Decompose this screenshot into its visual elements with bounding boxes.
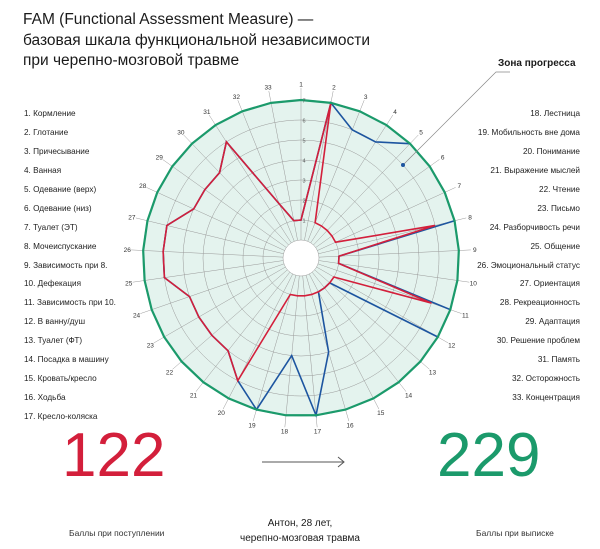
axis-label: 8 [468, 214, 472, 222]
axis-label: 14 [404, 392, 413, 400]
progress-zone-label: Зона прогресса [498, 58, 576, 69]
scale-tick: 5 [302, 138, 306, 145]
axis-label: 18 [280, 428, 289, 436]
title-line-3: при черепно-мозговой травме [23, 52, 240, 69]
legend-item: 27. Ориентация [519, 279, 580, 289]
patient-info [200, 516, 400, 546]
axis-label: 25 [125, 280, 133, 288]
legend-item: 18. Лестница [530, 109, 580, 118]
legend-item: 6. Одевание (низ) [24, 203, 92, 213]
score-before: 122 [62, 421, 166, 490]
arrow-right-icon [262, 455, 348, 469]
axis-label: 30 [177, 129, 185, 137]
patient-line-1: Антон, 28 лет, [267, 518, 333, 529]
legend-item: 1. Кормление [24, 109, 76, 118]
legend-item: 17. Кресло-коляска [24, 412, 98, 421]
zone-callout-line [403, 72, 510, 165]
legend-item: 29. Адаптация [525, 317, 580, 327]
legend-item: 15. Кровать/кресло [24, 374, 97, 384]
axis-label: 22 [165, 369, 174, 377]
axis-label: 12 [448, 342, 456, 350]
axis-label: 1 [299, 81, 303, 89]
axis-label: 11 [462, 312, 469, 320]
axis-label: 17 [313, 428, 322, 436]
axis-label: 9 [472, 247, 477, 255]
axis-label: 2 [332, 84, 336, 92]
legend-item: 26. Эмоциональный статус [477, 260, 580, 270]
scale-tick: 4 [302, 158, 306, 165]
legend-item: 22. Чтение [539, 184, 580, 194]
axis-label: 3 [363, 93, 368, 101]
legend-item: 16. Ходьба [24, 393, 66, 403]
axis-label: 27 [128, 214, 136, 222]
axis-label: 7 [457, 183, 462, 191]
axis-label: 10 [469, 280, 477, 288]
legend-item: 3. Причесывание [24, 146, 90, 156]
legend-item: 33. Концентрация [512, 393, 580, 403]
legend-item: 9. Зависимость при 8. [24, 260, 108, 270]
axis-label: 23 [146, 342, 154, 350]
axis-label: 31 [203, 109, 211, 117]
legend-item: 10. Дефекация [24, 279, 82, 289]
legend-item: 4. Ванная [24, 165, 62, 175]
axis-label: 28 [139, 183, 147, 191]
legend-item: 25. Общение [530, 241, 580, 251]
legend-item: 19. Мобильность вне дома [477, 127, 580, 137]
legend-item: 13. Туалет (ФТ) [24, 336, 83, 346]
legend-item: 12. В ванну/душ [24, 317, 86, 327]
axis-label: 26 [123, 247, 131, 255]
score-after-caption: Баллы при выписке [476, 528, 554, 538]
scale-tick: 6 [302, 118, 306, 125]
legend-item: 5. Одевание (верх) [24, 184, 97, 194]
legend-item: 30. Решение проблем [496, 336, 580, 346]
axis-label: 29 [155, 154, 163, 162]
legend-item: 24. Разборчивость речи [489, 222, 580, 232]
axis-label: 5 [419, 129, 423, 137]
title-line-1: FAM (Functional Assessment Measure) — [23, 11, 314, 28]
legend-item: 31. Память [537, 355, 580, 365]
patient-line-2: черепно-мозговая травма [240, 533, 360, 544]
axis-label: 33 [264, 84, 272, 92]
scale-tick: 1 [302, 218, 306, 225]
axis-label: 20 [217, 410, 225, 418]
axis-label: 19 [248, 422, 256, 430]
legend-item: 8. Мочеиспускание [24, 241, 97, 251]
legend-item: 28. Рекреационность [499, 298, 580, 308]
axis-label: 32 [232, 93, 240, 101]
axis-label: 6 [440, 154, 445, 162]
scale-tick: 7 [302, 98, 306, 105]
legend-item: 14. Посадка в машину [24, 355, 109, 365]
axis-label: 16 [346, 422, 354, 430]
axis-label: 21 [189, 392, 198, 400]
score-after: 229 [437, 421, 541, 490]
axis-label: 24 [132, 312, 141, 320]
axis-label: 13 [428, 369, 437, 377]
legend-item: 2. Глотание [24, 127, 69, 137]
legend-item: 23. Письмо [537, 203, 580, 213]
legend-item: 7. Туалет (ЭТ) [24, 222, 78, 232]
legend-item: 21. Выражение мыслей [490, 165, 580, 175]
legend-item: 11. Зависимость при 10. [24, 298, 116, 308]
axis-label: 15 [377, 410, 385, 418]
zone-callout-dot [401, 163, 405, 167]
legend-item: 32. Осторожность [511, 374, 580, 384]
axis-label: 4 [393, 109, 397, 117]
title-line-2: базовая шкала функциональной независимости [23, 31, 370, 49]
legend-item: 20. Понимание [522, 146, 580, 156]
scale-tick: 2 [302, 198, 306, 205]
score-before-caption: Баллы при поступлении [69, 528, 165, 538]
scale-tick: 3 [302, 178, 306, 185]
